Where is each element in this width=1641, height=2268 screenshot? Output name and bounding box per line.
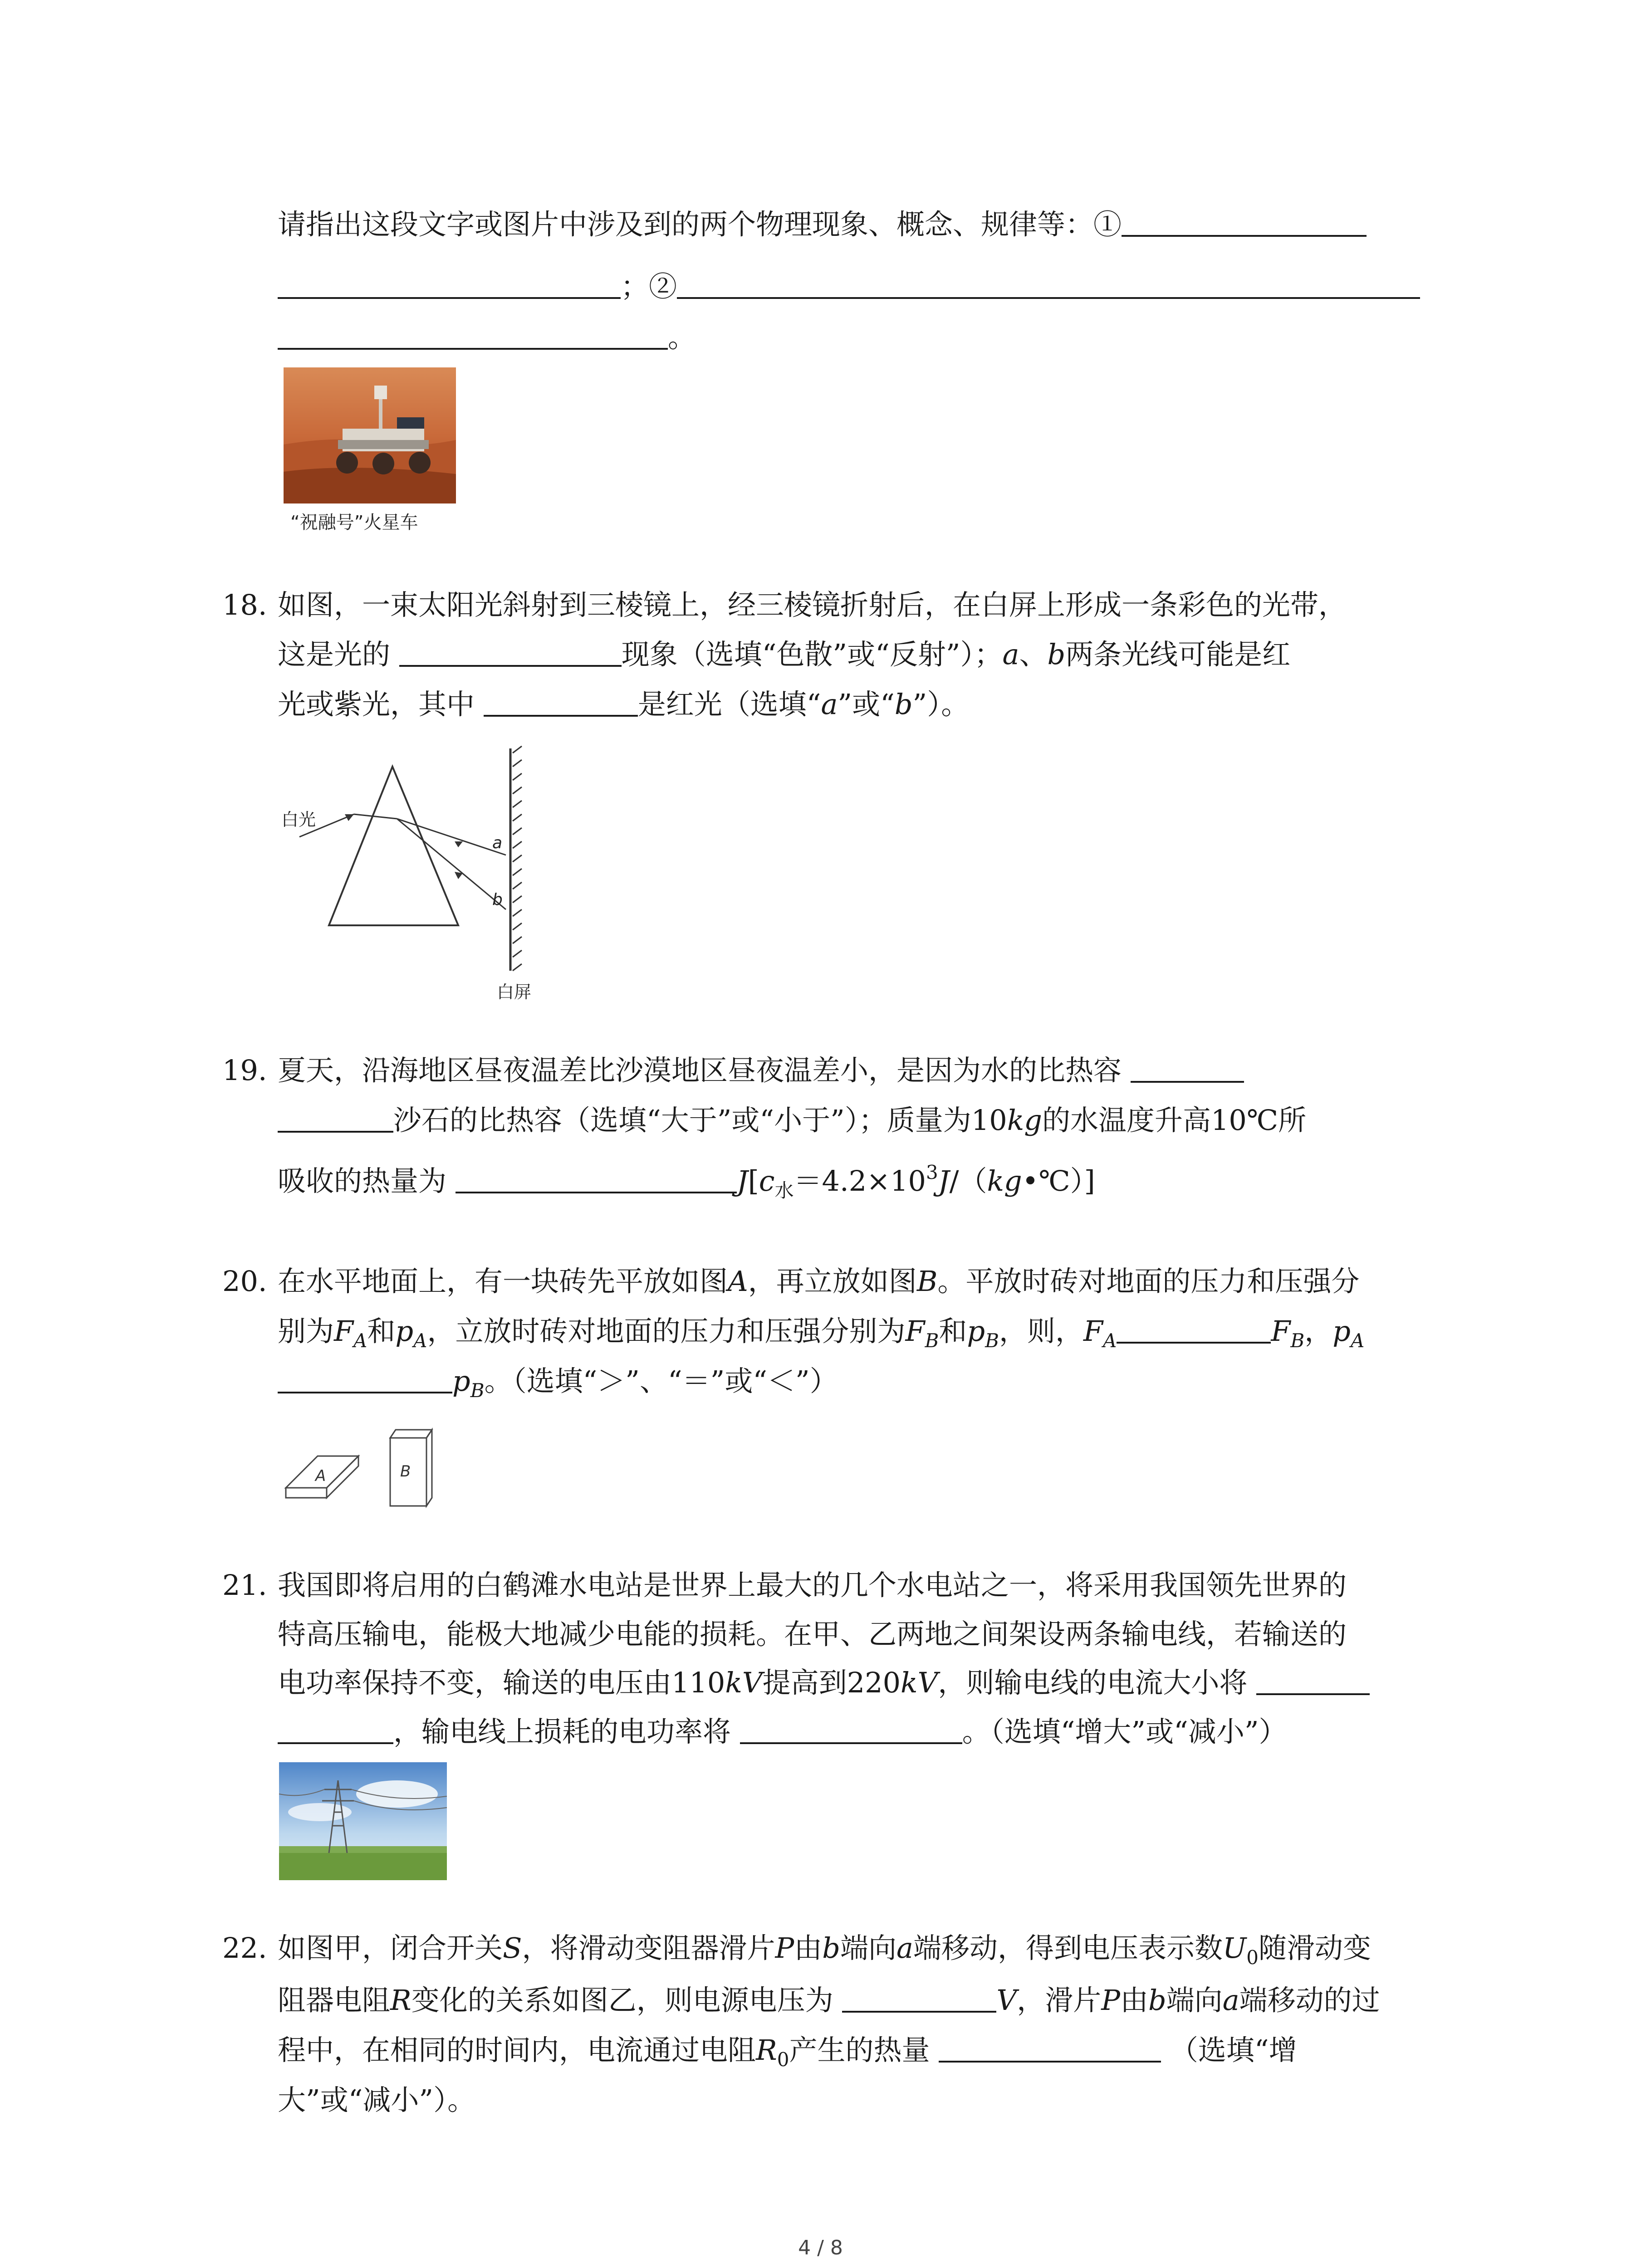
q19-blank-2[interactable] — [456, 1163, 737, 1193]
q20-sub: B — [470, 1379, 485, 1402]
q18-text: 、 — [1019, 638, 1048, 671]
prism-triangle — [329, 767, 458, 925]
q20-sub: B — [985, 1330, 999, 1352]
q20-text: 在水平地面上，有一块砖先平放如图 — [278, 1265, 728, 1298]
q20-text: ， — [1304, 1315, 1333, 1348]
q20-var: A — [728, 1265, 748, 1298]
q19-text: 夏天，沿海地区昼夜温差比沙漠地区昼夜温差小，是因为水的比热容 — [278, 1054, 1122, 1087]
prism-diagram — [272, 735, 544, 1007]
q17-line3 — [278, 319, 696, 356]
q20-sub: A — [353, 1330, 367, 1352]
q18-text: 光或紫光，其中 — [278, 688, 475, 721]
q20-text: ，立放时砖对地面的压力和压强分别为 — [427, 1315, 906, 1348]
q22-text: ，滑片 — [1017, 1984, 1102, 2017]
q20-text: ，再立放如图 — [748, 1265, 917, 1298]
page-number: 4 / 8 — [798, 2236, 843, 2259]
q19-line2 — [278, 1102, 1306, 1139]
q22-var: b — [822, 1931, 840, 1965]
q19-number: 19. — [222, 1054, 267, 1087]
white-light-label: 白光 — [281, 810, 316, 830]
q20-var: F — [334, 1315, 354, 1348]
q18-text: 现象（选填“色散”或“反射”）； — [621, 638, 1003, 671]
q18-line1: 如图，一束太阳光斜射到三棱镜上，经三棱镜折射后，在白屏上形成一条彩色的光带， — [278, 588, 1347, 621]
q20-sub: B — [925, 1330, 939, 1352]
q17-blank-2a[interactable] — [677, 269, 1420, 299]
q19-text: •℃）] — [1022, 1164, 1095, 1198]
q22-line3 — [278, 2032, 1297, 2078]
q21-text: ，输电线上损耗的电功率将 — [393, 1715, 731, 1748]
q21-line3 — [278, 1665, 1370, 1701]
q18-text: 这是光的 — [278, 638, 391, 671]
q22-text: 如图甲，闭合开关 — [278, 1931, 503, 1965]
q20-line1 — [278, 1263, 1359, 1300]
brick-b — [390, 1430, 432, 1506]
q20-var: F — [905, 1315, 925, 1348]
q22-number: 22. — [222, 1931, 267, 1965]
q21-line2: 特高压输电，能极大地减少电能的损耗。在甲、乙两地之间架设两条输电线，若输送的 — [278, 1618, 1347, 1651]
q20-number: 20. — [222, 1265, 267, 1298]
q20-line3 — [278, 1363, 838, 1409]
q22-var: S — [503, 1931, 522, 1965]
q22-line4: 大”或“减小”）。 — [278, 2083, 476, 2116]
q18-var-b: b — [1047, 638, 1066, 671]
q20-var: p — [452, 1364, 470, 1398]
q17-text: 请指出这段文字或图片中涉及到的两个物理现象、概念、规律等：① — [278, 208, 1122, 241]
q17-blank-2b[interactable] — [278, 320, 668, 350]
ray-b — [397, 819, 506, 909]
screen-label: 白屏 — [497, 982, 532, 1002]
q21-text: ，则输电线的电流大小将 — [938, 1666, 1248, 1699]
q20-text: 。（选填“＞”、“＝”或“＜”） — [484, 1364, 838, 1398]
mars-rover-caption: “祝融号”火星车 — [290, 512, 418, 533]
q22-line2 — [278, 1982, 1380, 2019]
brick-b-label: B — [400, 1462, 411, 1481]
q19-text: /（ — [949, 1164, 987, 1198]
q22-blank-2[interactable] — [939, 2033, 1161, 2063]
q19-unit-kg: kg — [987, 1164, 1022, 1198]
q18-number: 18. — [222, 588, 267, 621]
q18-var-a: a — [821, 688, 838, 721]
q21-unit-kv: kV — [901, 1666, 938, 1699]
q21-unit-kv: kV — [725, 1666, 763, 1699]
q19-text: 吸收的热量为 — [278, 1164, 447, 1198]
q21-text: 电功率保持不变，输送的电压由110 — [278, 1666, 725, 1699]
q21-blank-1b[interactable] — [278, 1714, 393, 1744]
q22-line1 — [278, 1930, 1371, 1976]
q22-var: R — [756, 2033, 777, 2067]
q18-text: 两条光线可能是红 — [1065, 638, 1291, 671]
q22-text: 变化的关系如图乙，则电源电压为 — [411, 1984, 833, 2017]
q22-text: 阻器电阻 — [278, 1984, 391, 2017]
q21-text: 。（选填“增大”或“减小”） — [962, 1715, 1287, 1748]
q19-text: 沙石的比热容（选填“大于”或“小于”）；质量为10 — [393, 1104, 1007, 1137]
q20-text: 和 — [367, 1315, 396, 1348]
q19-sub-water: 水 — [774, 1179, 794, 1202]
q18-blank-2[interactable] — [484, 687, 638, 717]
q22-text: 端移动的过 — [1239, 1984, 1380, 2017]
q20-text: ，则， — [999, 1315, 1083, 1348]
q17-line2 — [278, 269, 1420, 305]
q22-text: 端向 — [840, 1931, 896, 1965]
q20-sub: B — [1290, 1330, 1305, 1352]
power-line-image — [279, 1762, 447, 1880]
q18-blank-1[interactable] — [399, 637, 622, 667]
q18-var-b: b — [894, 688, 913, 721]
q22-blank-1[interactable] — [842, 1983, 996, 2013]
q20-sub: A — [1103, 1330, 1117, 1352]
q20-sub: A — [1350, 1330, 1365, 1352]
q18-text: ”）。 — [912, 688, 970, 721]
refracted-ray — [354, 814, 397, 819]
q19-unit-j: J — [736, 1164, 748, 1198]
q21-number: 21. — [222, 1569, 267, 1602]
q22-text: 由 — [794, 1931, 823, 1965]
q22-var: b — [1148, 1984, 1166, 2017]
q20-text: 和 — [939, 1315, 967, 1348]
q17-blank-1a[interactable] — [1122, 207, 1367, 237]
q22-var: a — [1222, 1984, 1239, 2017]
q18-text: ”或“ — [838, 688, 895, 721]
q19-blank-1b[interactable] — [278, 1103, 393, 1133]
q22-text: （选填“增 — [1170, 2033, 1297, 2067]
q19-unit-kg: kg — [1007, 1104, 1042, 1137]
q19-var-c: c — [759, 1164, 775, 1198]
q18-line2 — [278, 636, 1290, 673]
q22-var: P — [1101, 1984, 1120, 2017]
q22-text: 随滑动变 — [1258, 1931, 1371, 1965]
q22-sub: 0 — [777, 2048, 789, 2071]
q17-line1 — [278, 206, 1367, 243]
q19-line1 — [278, 1052, 1244, 1089]
q22-text: 端向 — [1166, 1984, 1223, 2017]
q21-line1: 我国即将启用的白鹤滩水电站是世界上最大的几个水电站之一，将采用我国领先世界的 — [278, 1569, 1347, 1602]
q17-end: 。 — [668, 321, 696, 354]
q22-var: P — [775, 1931, 794, 1965]
q22-text: 程中，在相同的时间内，电流通过电阻 — [278, 2033, 756, 2067]
q19-text: ＝4.2×10 — [794, 1164, 926, 1198]
q17-separator: ；② — [621, 270, 677, 303]
q22-var: U — [1222, 1931, 1247, 1965]
q20-var: p — [1332, 1315, 1351, 1348]
q22-var: a — [896, 1931, 913, 1965]
q21-blank-1a[interactable] — [1256, 1665, 1370, 1695]
q20-sub: A — [413, 1330, 427, 1352]
q19-text: 的水温度升高10℃所 — [1042, 1104, 1307, 1137]
q22-var: R — [390, 1984, 411, 2017]
mars-rover-image — [284, 367, 456, 503]
q17-blank-1b[interactable] — [278, 269, 621, 299]
q20-var: p — [395, 1315, 414, 1348]
q22-text: 端移动，得到电压表示数 — [913, 1931, 1223, 1965]
q20-blank-1[interactable] — [1117, 1314, 1271, 1344]
q21-blank-2[interactable] — [740, 1714, 962, 1744]
q21-text: 提高到220 — [762, 1666, 901, 1699]
bricks-diagram — [277, 1420, 458, 1520]
q19-exponent: 3 — [926, 1161, 938, 1183]
q22-unit-v: V — [996, 1984, 1017, 2017]
q18-var-a: a — [1002, 638, 1019, 671]
q19-unit-j: J — [938, 1164, 950, 1198]
q20-var: B — [916, 1265, 938, 1298]
q22-text: 由 — [1120, 1984, 1148, 2017]
q20-text: 别为 — [278, 1315, 334, 1348]
q20-var: p — [967, 1315, 985, 1348]
brick-a-label: A — [315, 1467, 326, 1485]
q22-text: 产生的热量 — [789, 2033, 930, 2067]
q20-text: 。平放时砖对地面的压力和压强分 — [937, 1265, 1360, 1298]
q20-blank-2[interactable] — [278, 1364, 452, 1393]
q19-blank-1a[interactable] — [1131, 1053, 1244, 1083]
q20-var: F — [1271, 1315, 1291, 1348]
q22-text: ，将滑动变阻器滑片 — [522, 1931, 775, 1965]
q18-text: 是红光（选填“ — [637, 688, 821, 721]
ray-a — [397, 819, 506, 855]
q19-text: [ — [748, 1164, 759, 1198]
q22-sub: 0 — [1246, 1946, 1259, 1969]
q19-line3 — [278, 1154, 1095, 1209]
q20-line2 — [278, 1313, 1364, 1359]
ray-a-label: a — [492, 834, 503, 852]
q20-var: F — [1083, 1315, 1103, 1348]
q18-line3 — [278, 686, 969, 723]
q21-line4 — [278, 1714, 1287, 1750]
ray-b-label: b — [492, 890, 503, 909]
